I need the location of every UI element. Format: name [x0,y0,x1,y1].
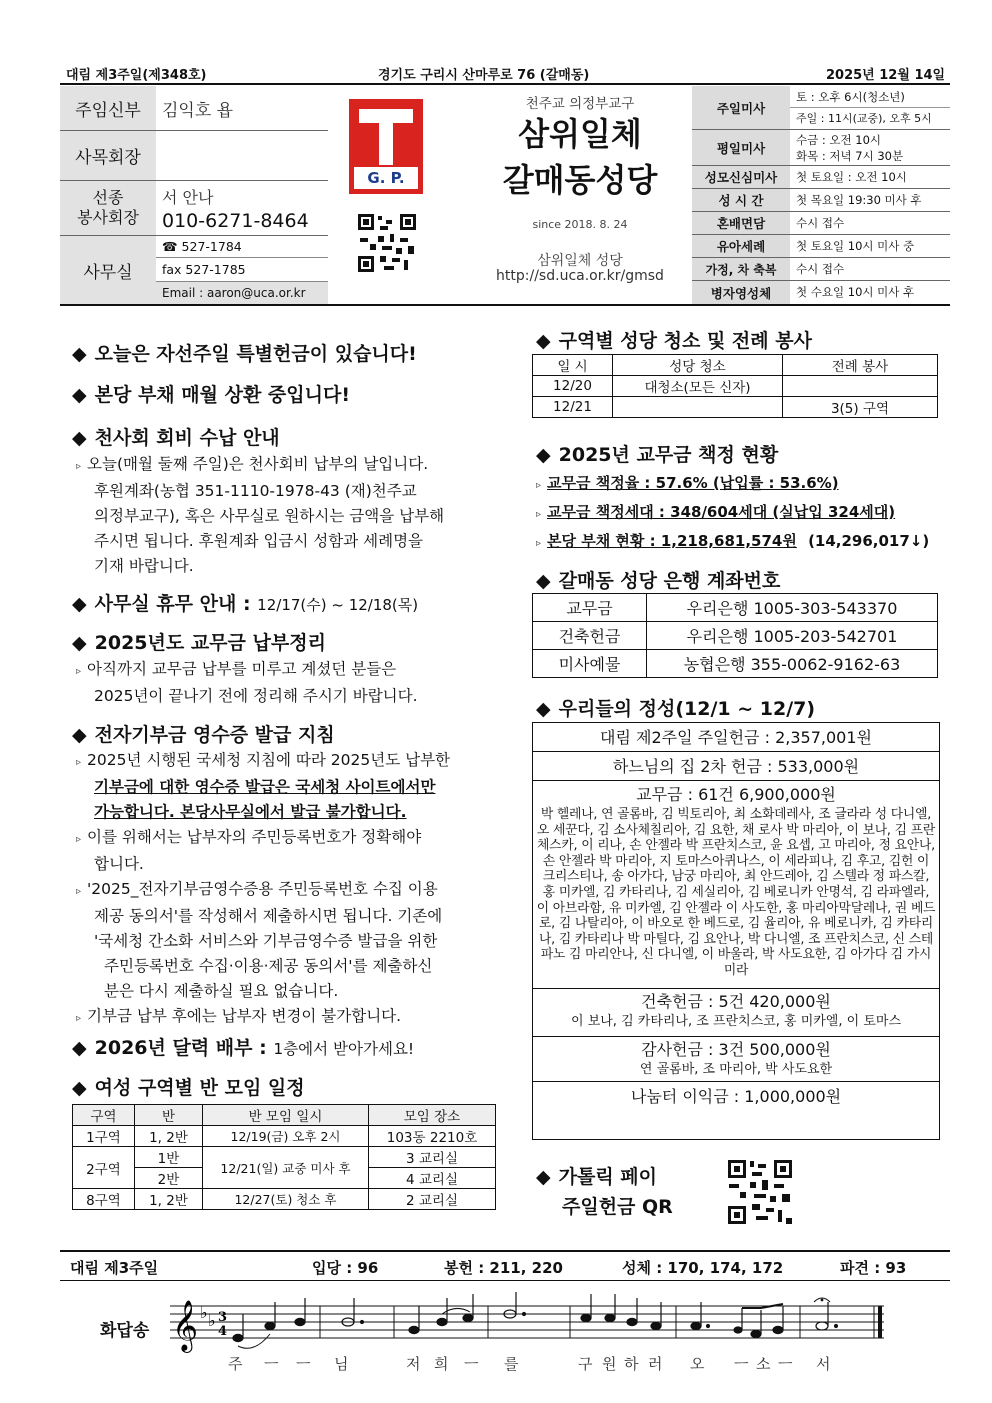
section-angel: ◆ 천사회 회비 수납 안내 [72,427,280,449]
svg-text:♭: ♭ [208,1311,216,1330]
lyric-syllable: 원 [602,1355,617,1373]
hymn-communion: 성체 : 170, 174, 172 [622,1259,784,1277]
offering-second: 하느님의 집 2차 헌금 : 533,000원 [533,752,939,781]
section-detail: 12/17(수) ~ 12/18(목) [257,596,419,614]
schedule-key: 평일미사 [692,130,790,166]
schedule-key: 가정, 차 축복 [692,258,790,281]
kyomu-text: ▹ 아직까지 교무금 납부를 미루고 계셨던 분들은 2025년이 끝나기 전에 정리해 주시기 바랍니다. [76,657,506,709]
schedule-key: 혼배면담 [692,212,790,235]
table-cell: 12/20 [533,376,613,397]
lyric-syllable: 서 [816,1355,831,1373]
angel-text: ▹ 오늘(매월 둘째 주일)은 천사회비 납부의 날입니다. 후원계좌(농협 351-1110-1978-43 (재)천주교 의정부교구), 혹은 사무실로 원하시는 금액을 납부해 주시면 됩니다. 후원계좌 입금시 성함과 세례명을 기재 바랍니다. [76,452,506,579]
section-title: 2025년도 교무금 납부정리 [94,632,326,654]
lyric-syllable: 희 [434,1355,449,1373]
section-cleaning: ◆ 구역별 성당 청소 및 전례 봉사 [536,330,812,352]
section-receipt: ◆ 전자기부금 영수증 발급 지침 [72,724,335,746]
building-title: 건축헌금 : 5건 420,000원 [641,992,831,1011]
section-detail: 1층에서 받아가세요! [273,1040,415,1058]
table-cell: 1구역 [73,1126,135,1147]
office-fax: fax 527-1785 [156,258,328,282]
bank-label: 건축헌금 [533,622,647,650]
table-header: 일 시 [533,355,613,376]
bank-account: 농협은행 355-0062-9162-63 [647,650,938,678]
table-cell: 12/27(토) 청소 후 [203,1189,369,1210]
table-header: 전례 봉사 [783,355,938,376]
schedule-key: 성모신심미사 [692,166,790,189]
section-title: 2026년 달력 배부 : [94,1037,267,1059]
meeting-table [72,1104,496,1210]
svg-text:♭: ♭ [200,1303,208,1322]
text-line-bold: 기부금에 대한 영수증 발급은 국세청 사이트에서만 [94,778,436,796]
hymn-offertory: 봉헌 : 211, 220 [444,1259,563,1277]
section-kyomu-status: ◆ 2025년 교무금 책정 현황 [536,444,779,466]
schedule-key: 병자영성체 [692,281,790,304]
schedule-value: 첫 토요일 : 오전 10시 [790,166,950,189]
section-charity: ◆ 오늘은 자선주일 특별헌금이 있습니다! [72,343,417,365]
table-cell: 8구역 [73,1189,135,1210]
table-cell: 103동 2210호 [369,1126,496,1147]
table-header: 성당 청소 [613,355,783,376]
text-line: 후원계좌(농협 351-1110-1978-43 (재)천주교 [94,482,417,500]
table-cell: 2반 [135,1168,203,1189]
schedule-value: 첫 목요일 19:30 미사 후 [790,189,950,212]
section-title: 우리들의 정성(12/1 ~ 12/7) [558,698,816,720]
text-line: 주민등록번호 수집·이용·제공 동의서'를 제출하신 [104,957,433,975]
section-title: 2025년 교무금 책정 현황 [558,444,779,466]
top-line [60,62,950,84]
lyric-syllable: ㅡ [734,1355,749,1373]
table-cell: 1, 2반 [135,1126,203,1147]
lyric-syllable: 님 [334,1355,349,1373]
section-catholic-pay: ◆ 가톨릭 페이 [536,1166,658,1188]
text-line-bold: 가능합니다. 본당사무실에서 발급 불가합니다. [94,803,407,821]
offering-sunday: 대림 제2주일 주일헌금 : 2,357,001원 [533,723,939,752]
offerings-box [532,722,940,1140]
section-offerings: ◆ 우리들의 정성(12/1 ~ 12/7) [536,698,816,720]
table-cell: 12/21(일) 교중 미사 후 [203,1147,369,1189]
header-rule [60,83,950,85]
kyomu-title: 교무금 : 61건 6,900,000원 [636,785,836,804]
site-name: 삼위일체 성당 [537,253,623,269]
section-title: 사무실 휴무 안내 : [94,593,251,615]
mass-schedule [692,86,950,304]
issue-number: 대림 제3주일(제348호) [66,68,207,83]
kyomu-list [533,781,939,989]
funeral-name: 서 안나 [162,188,214,207]
site-url[interactable]: http://sd.uca.or.kr/gmsd [496,268,664,284]
status-line: 교무금 책정세대 : 348/604세대 (실납입 324세대) [547,503,896,521]
schedule-key: 유아세례 [692,235,790,258]
bank-account: 우리은행 1005-203-542701 [647,622,938,650]
staff-box [60,86,328,304]
section-title: 갈매동 성당 은행 계좌번호 [558,570,781,592]
schedule-value: 수시 접수 [790,212,950,235]
lyric-syllable: 저 [406,1355,421,1373]
thanks-title: 감사헌금 : 3건 500,000원 [641,1040,831,1059]
section-pay-qr: 주일헌금 QR [562,1196,673,1218]
building-names: 이 보나, 김 카타리나, 조 프란치스코, 홍 미카엘, 이 토마스 [571,1014,901,1029]
schedule-value: 첫 토요일 10시 미사 중 [790,235,950,258]
cleaning-table [532,354,938,418]
table-header: 반 모임 일시 [203,1105,369,1126]
schedule-value: 수시 접수 [790,258,950,281]
table-cell: 1, 2반 [135,1189,203,1210]
table-cell [783,376,938,397]
table-cell: 12/21 [533,397,613,418]
text-line: 아직까지 교무금 납부를 미루고 계셨던 분들은 [87,660,397,678]
section-title: 가톨릭 페이 [558,1166,658,1188]
schedule-value [790,130,950,166]
section-title: 본당 부채 매월 상환 중입니다! [94,384,350,406]
since-date: since 2018. 8. 24 [532,218,628,231]
svg-text:4: 4 [218,1324,228,1339]
lyric-syllable: 소 [756,1355,771,1373]
catholic-pay-qr-icon[interactable] [726,1158,794,1226]
psalm-lyrics [228,1353,868,1375]
funeral-phone: 010-6271-8464 [162,210,309,232]
header-bottom-rule [60,304,950,306]
schedule-line: 수금 : 오전 10시 [796,133,882,147]
lyric-syllable: 러 [648,1355,663,1373]
text-line: 분은 다시 제출하실 필요 없습니다. [104,982,339,1000]
text-line: 합니다. [94,855,144,873]
footer-top-rule [60,1250,950,1252]
table-cell: 대청소(모든 신자) [613,376,783,397]
text-line: 2025년 시행된 국세청 지침에 따라 2025년도 납부한 [87,751,451,769]
issue-date: 2025년 12월 14일 [826,68,946,83]
parish-logo [349,99,423,194]
table-cell: 2구역 [73,1147,135,1189]
section-title: 전자기부금 영수증 발급 지침 [94,724,335,746]
text-line: 이를 위해서는 납부자의 주민등록번호가 정확해야 [87,828,422,846]
qr-code-icon[interactable] [356,212,418,274]
table-cell: 12/19(금) 오후 2시 [203,1126,369,1147]
hymn-bar [60,1254,950,1278]
bank-label: 미사예물 [533,650,647,678]
section-title: 천사회 회비 수납 안내 [94,427,280,449]
schedule-key: 성 시 간 [692,189,790,212]
lyric-syllable: 오 [690,1355,705,1373]
bank-account: 우리은행 1005-303-543370 [647,594,938,622]
schedule-key: 주일미사 [692,86,790,130]
footer-sunday: 대림 제3주일 [70,1259,159,1277]
staff-value-council [156,131,328,181]
kyomu-status-text: ▹ 교무금 책정율 : 57.6% (납입률 : 53.6%) ▹ 교무금 책정세대 : 348/604세대 (실납입 324세대) ▹ 본당 부채 현황 : 1,218,681,574원 (14,296,017↓) [536,474,930,550]
bank-label: 교무금 [533,594,647,622]
svg-text:3: 3 [218,1310,228,1325]
section-debt: ◆ 본당 부채 매월 상환 중입니다! [72,384,350,406]
table-header: 반 [135,1105,203,1126]
staff-label-funeral: 선종 봉사회장 [60,181,156,236]
text-line: '2025_전자기부금영수증용 주민등록번호 수집 이용 [87,880,438,898]
lyric-syllable: ㅡ [778,1355,793,1373]
table-cell: 2 교리실 [369,1189,496,1210]
debt-delta: (14,296,017↓) [808,532,930,550]
hymn-entrance: 입당 : 96 [312,1259,379,1277]
section-title: 구역별 성당 청소 및 전례 봉사 [558,330,812,352]
lyric-syllable: 구 [578,1355,593,1373]
thanks-names: 연 골롬바, 조 마리아, 박 사도요한 [639,1062,833,1077]
lyric-syllable: 주 [228,1355,243,1373]
lyric-syllable: ㅡ [296,1355,311,1373]
section-bank: ◆ 갈매동 성당 은행 계좌번호 [536,570,781,592]
section-office-closed: ◆ 사무실 휴무 안내 : 12/17(수) ~ 12/18(목) [72,593,419,615]
lyric-syllable: 하 [624,1355,639,1373]
section-women-meeting: ◆ 여성 구역별 반 모임 일정 [72,1077,305,1099]
footer-mid-rule [60,1280,950,1281]
schedule-line: 화목 : 저녁 7시 30분 [796,149,904,163]
text-line: '국세청 간소화 서비스와 기부금영수증 발급을 위한 [94,932,438,950]
section-kyomu: ◆ 2025년도 교무금 납부정리 [72,632,326,654]
office-email[interactable]: Email : aaron@uca.or.kr [156,282,328,304]
staff-value-priest: 김익호 욥 [156,86,328,131]
text-line: 주시면 됩니다. 후원계좌 입금시 성함과 세례명을 [94,532,424,550]
psalm-label: 화답송 [100,1321,150,1341]
table-cell [613,397,783,418]
kyomu-names: 박 헬레나, 연 골롬바, 김 빅토리아, 최 소화데레사, 조 글라라 성 다니엘, 오 세꾼다, 김 소사체칠리아, 김 요한, 채 로사 박 마리아, 이 보나, 김 프란체스카, 이 리나, 손 안젤라 박 프란치스코, 윤 요셉, 고 마리아, 정 요안나, 손 안젤라 박 마리아, 지 토마스아퀴나스, 이 세라피나, 김 후고, 김헌 이 크리스티나, 송 아가다, 남궁 마리아, 최 안드레아, 김 스텔라 정 파스칼, 홍 미카엘, 김 카타리나, 김 세실리아, 김 베로니카 안명석, 김 라파엘라, 이 아브라함, 유 미카엘, 김 안젤라 이 사도한, 홍 마리아막달레나, 권 베드로, 김 나탈리아, 이 바오로 한 베드로, 김 율리아, 유 베로니카, 김 카타리나, 김 카타리나 박 마틸다, 김 요안나, 박 다니엘, 조 프란치스코, 신 스테파노 김 마리안나, 신 다니엘, 이 바울라, 박 사도요한, 김 아가다 김 가시미라 [536,807,936,978]
text-line: 기재 바랍니다. [94,557,194,575]
table-header: 모임 장소 [369,1105,496,1126]
text-line: 기부금 납부 후에는 납부자 변경이 불가합니다. [87,1007,402,1025]
share-profit: 나눔터 이익금 : 1,000,000원 [630,1087,842,1106]
table-cell: 3(5) 구역 [783,397,938,418]
text-line: 2025년이 끝나기 전에 정리해 주시기 바랍니다. [94,687,418,705]
text-line: 의정부교구), 혹은 사무실로 원하시는 금액을 납부해 [94,507,445,525]
section-title: 오늘은 자선주일 특별헌금이 있습니다! [94,343,417,365]
text-line: 오늘(매월 둘째 주일)은 천사회비 납부의 날입니다. [87,455,429,473]
table-header: 구역 [73,1105,135,1126]
logo-letters: G. P. [354,167,418,189]
debt-line: 본당 부채 현황 : 1,218,681,574원 [547,532,797,550]
church-name-line2: 갈매동성당 [502,161,658,199]
text-line: 제공 동의서'를 작성해서 제출하시면 됩니다. 기존에 [94,907,443,925]
diocese-name: 천주교 의정부교구 [525,96,635,112]
lyric-syllable: ㅡ [464,1355,479,1373]
hymn-dismissal: 파견 : 93 [840,1259,907,1277]
section-title: 여성 구역별 반 모임 일정 [94,1077,305,1099]
receipt-text: ▹ 2025년 시행된 국세청 지침에 따라 2025년도 납부한 기부금에 대한 영수증 발급은 국세청 사이트에서만 가능합니다. 본당사무실에서 발급 불가합니다. ▹ 이를 위해서는 납부자의 주민등록번호가 정확해야 합니다. ▹ '2025_전자기부금영수증용 주민등록번호 수집 이용 제공 동의서'를 작성해서 제출하시면 됩니다. 기존에 '국세청 간소화 서비스와 기부금영수증 발급을 위한 주민등록번호 수집·이용·제공 동의서'를 제출하신 분은 다시 제출하실 필요 없습니다. ▹ 기부금 납부 후에는 납부자 변경이 불가합니다. [76,748,508,1031]
status-line: 교무금 책정율 : 57.6% (납입률 : 53.6%) [547,474,839,492]
office-label: 사무실 [60,236,156,304]
office-phone: ☎ 527-1784 [156,236,328,258]
building-list [533,989,939,1037]
section-calendar: ◆ 2026년 달력 배부 : 1층에서 받아가세요! [72,1037,415,1059]
staff-label-priest: 주임신부 [60,86,156,131]
table-cell: 3 교리실 [369,1147,496,1168]
church-name-line1: 삼위일체 [518,115,642,153]
schedule-value: 주일 : 11시(교중), 오후 5시 [790,108,950,130]
table-cell: 1반 [135,1147,203,1168]
schedule-value: 토 : 오후 6시(청소년) [790,86,950,108]
treble-clef-icon: 𝄞 [172,1300,199,1351]
table-cell: 4 교리실 [369,1168,496,1189]
church-address: 경기도 구리시 산마루로 76 (갈매동) [378,68,590,83]
thanks-list [533,1037,939,1082]
bank-table [532,593,938,678]
lyric-syllable: ㅡ [264,1355,279,1373]
staff-label-council: 사목회장 [60,131,156,181]
schedule-value: 첫 수요일 10시 미사 후 [796,285,915,299]
staff-value-funeral [156,181,328,236]
lyric-syllable: 를 [504,1355,519,1373]
